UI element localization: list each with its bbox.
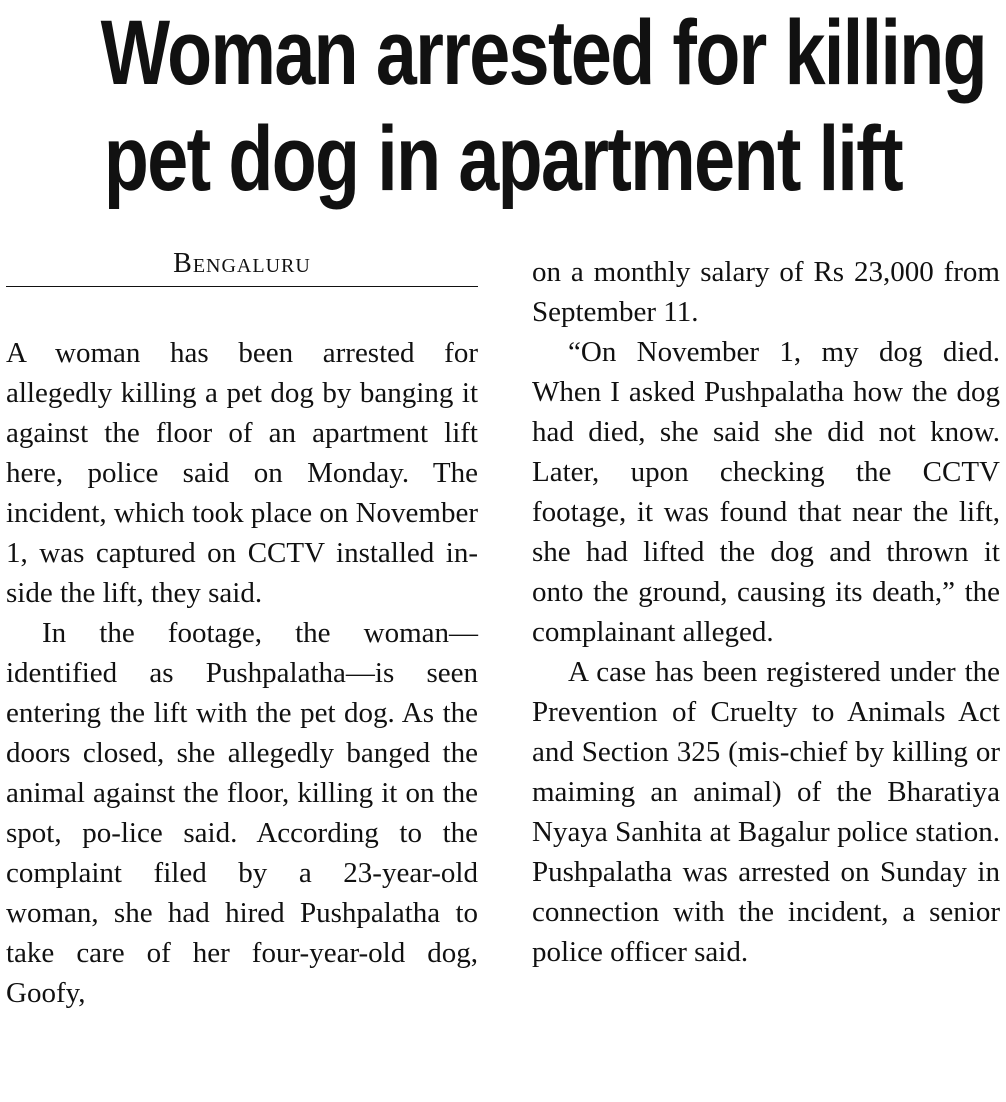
article-paragraph-1: A woman has been arrested for allegedly killing a pet dog by banging it against the floor of an apartment lift here, police said on Monday. The incident, which took place on November 1, was captured on CCTV installed inside the lift, they said. xyxy=(6,337,478,609)
headline xyxy=(100,0,987,212)
article-paragraph-3: “On November 1, my dog died. When I asked Pushpalatha how the dog had died, she said she did not know. Later, upon checking the CCTV footage, it was found that near the lift, she had lifted the dog and thrown it onto the ground, causing its death,” the complainant alleged. xyxy=(532,336,1000,648)
headline-line-1: Woman arrested for killing xyxy=(100,2,987,104)
dateline: Bengaluru xyxy=(6,244,478,287)
article-paragraph-2: In the footage, the woman—identified as Pushpalatha—is seen entering the lift with the pet dog. As the doors closed, she allegedly banged the animal against the floor, killing it on the spot, po-lice said. According to the complaint filed by a 23-year-old woman, she had hired Pushpalatha to take care of her four-year-old dog, Goofy, xyxy=(6,617,478,1009)
headline-line-2: pet dog in apartment lift xyxy=(103,108,903,210)
article-paragraph-2-continued: on a monthly salary of Rs 23,000 from September 11. xyxy=(532,256,1000,328)
article-column-right xyxy=(532,252,1000,972)
article-paragraph-4: A case has been registered under the Prevention of Cruelty to Animals Act and Section 325 (mis-chief by killing or maiming an animal) of the Bharatiya Nyaya Sanhita at Bagalur police station. Pushpalatha was arrested on Sunday in connection with the incident, a senior police officer said. xyxy=(532,656,1000,968)
article-column-left xyxy=(6,244,478,1013)
